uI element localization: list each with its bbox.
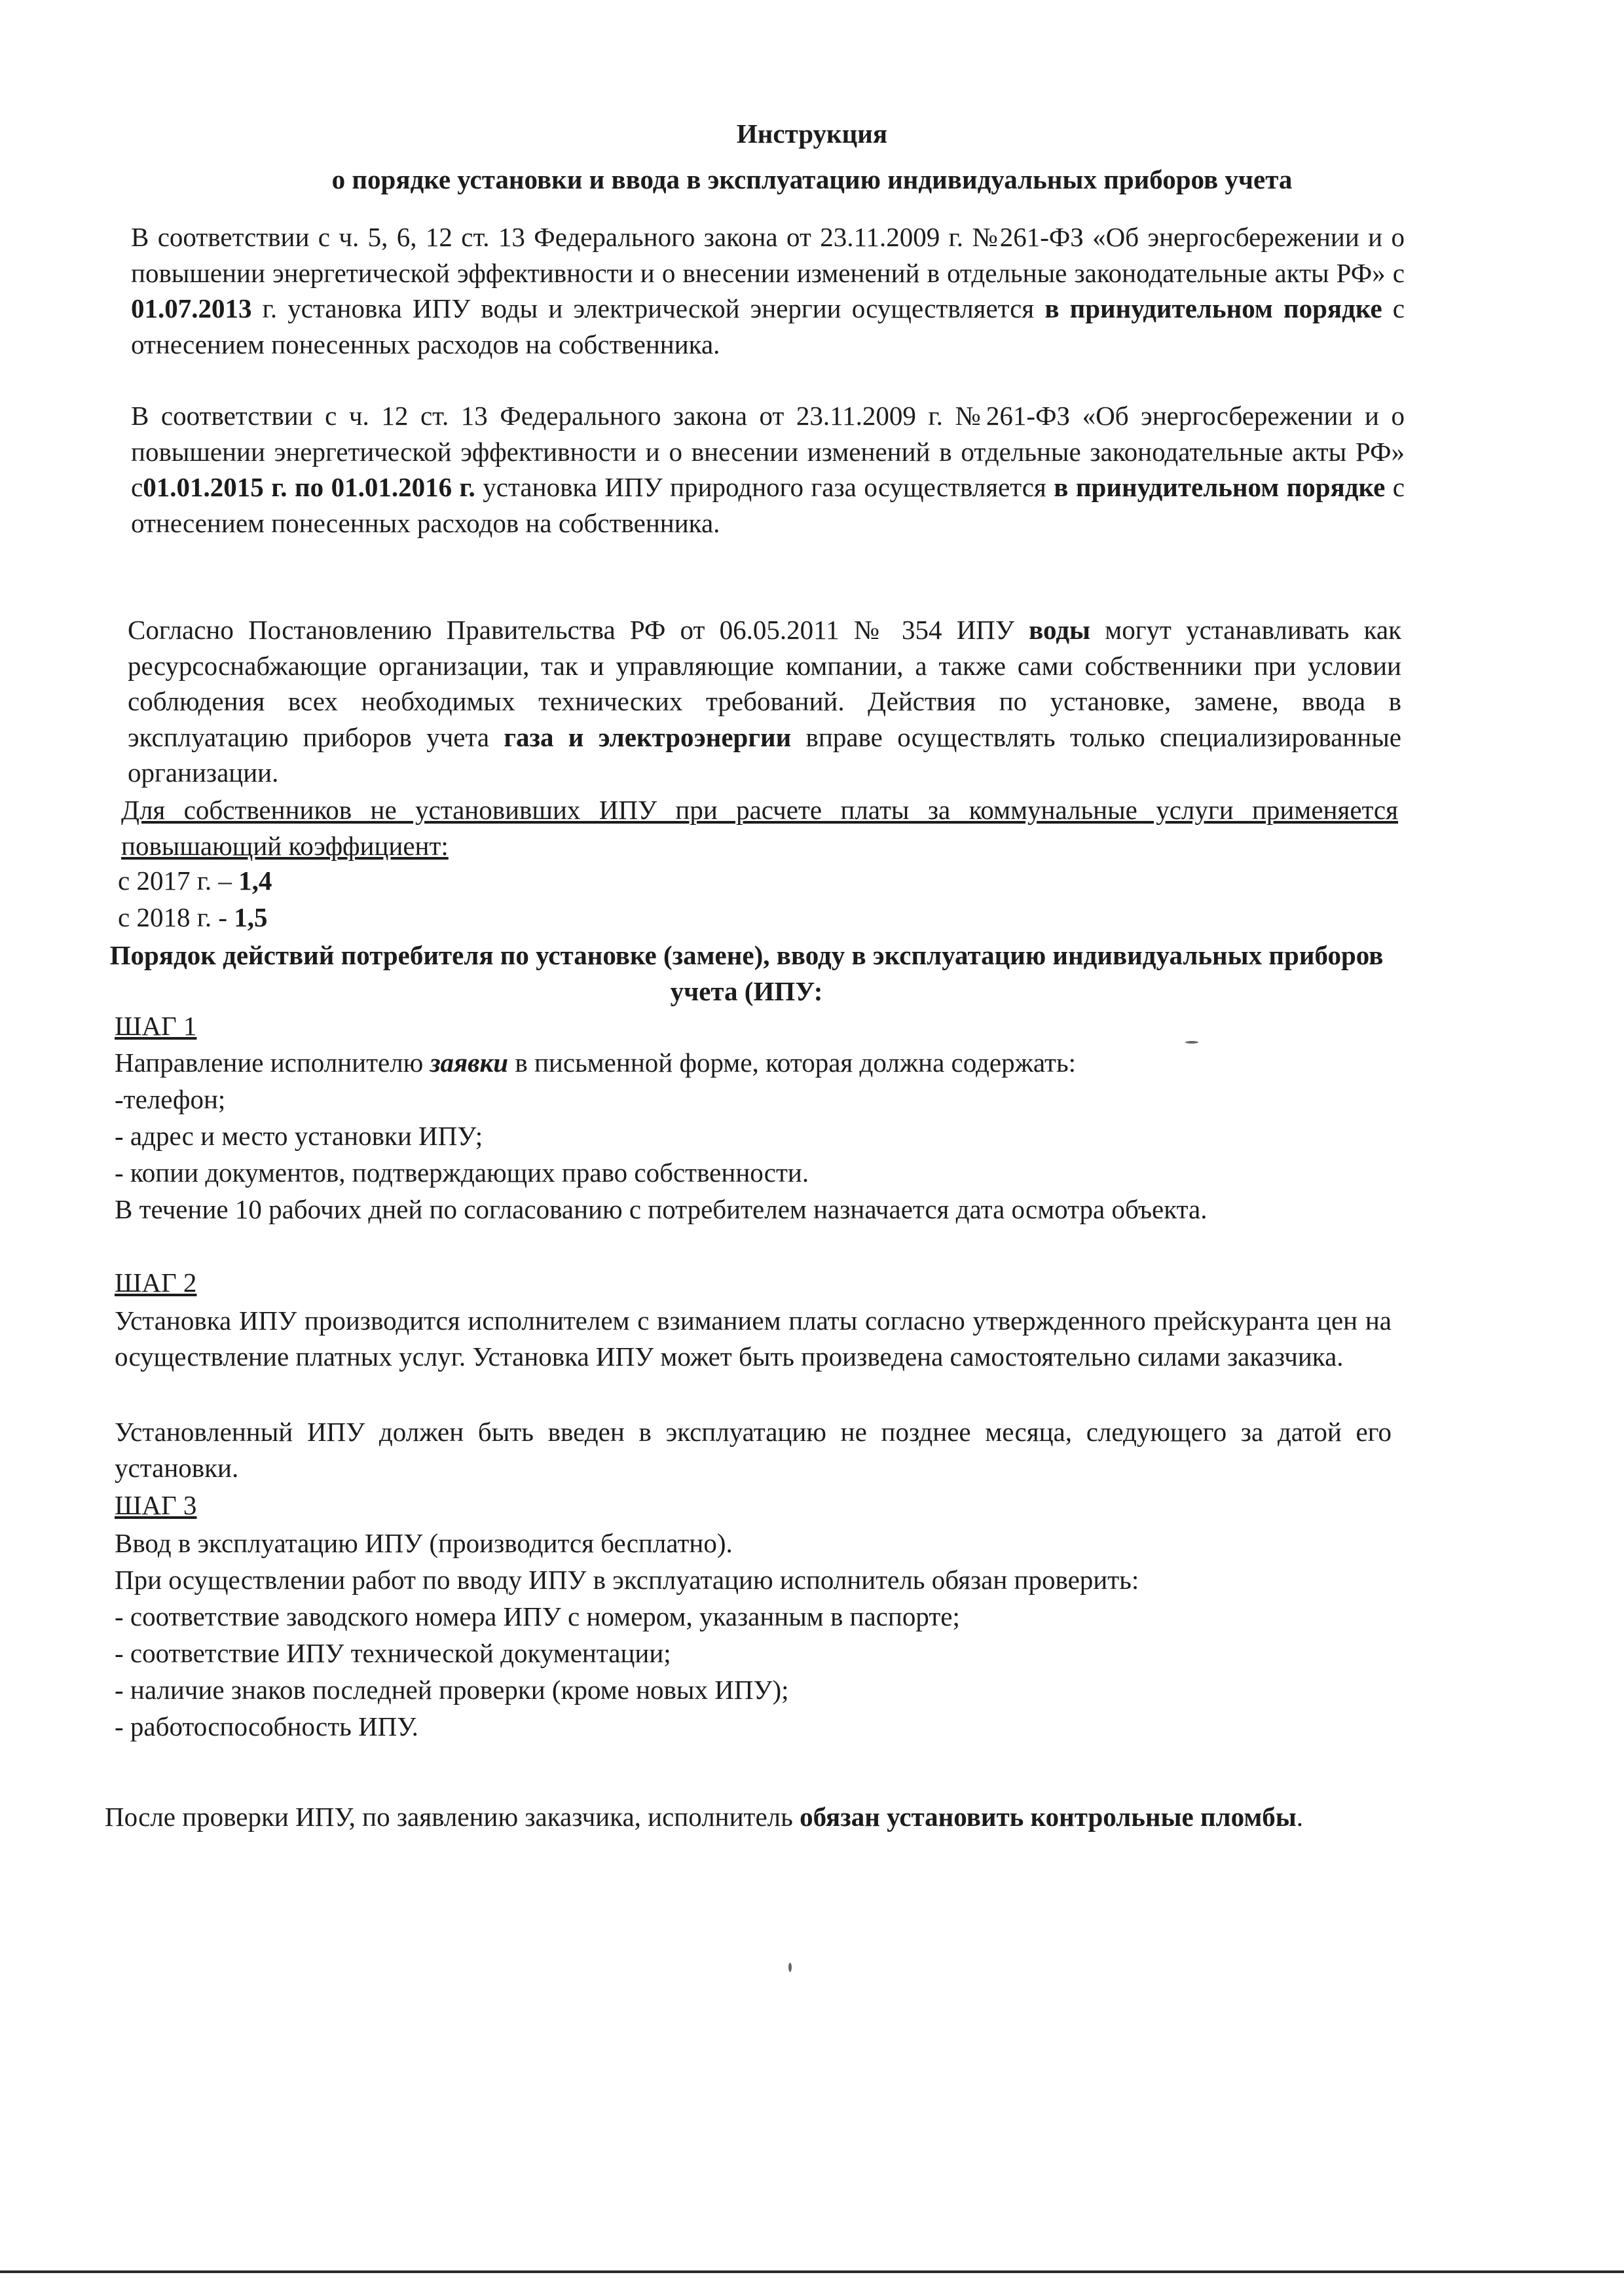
step-1-intro: Направление исполнителю заявки в письменной форме, которая должна содержать: xyxy=(115,1048,1077,1078)
step-3-line: При осуществлении работ по вводу ИПУ в эксплуатацию исполнитель обязан проверить: xyxy=(115,1565,1139,1595)
paragraph-government-decree: Согласно Постановлению Правительства РФ от 06.05.2011 № 354 ИПУ воды могут устанавливать как ресурсоснабжающие организации, так и управляющие компании, а также сами собственники при условии соблюдения всех необходимых технических требований. Действия по установке, замене, ввода в эксплуатацию приборов учета газа и электроэнергии вправе осуществлять только специализированные организации. xyxy=(128,615,1402,788)
step-3-item: - наличие знаков последней проверки (кроме новых ИПУ); xyxy=(115,1675,789,1705)
step-3-line: Ввод в эксплуатацию ИПУ (производится бесплатно). xyxy=(115,1528,733,1558)
paragraph-law-water-electricity: В соответствии с ч. 5, 6, 12 ст. 13 Федерального закона от 23.11.2009 г. №261-ФЗ «Об энергосбережении и о повышении энергетической эффективности и о внесении изменений в отдельные законодательные акты РФ» с 01.07.2013 г. установка ИПУ воды и электрической энергии осуществляется в принудительном порядке с отнесением понесенных расходов на собственника. xyxy=(131,222,1405,359)
scan-speck xyxy=(1185,1041,1198,1044)
step-3-item: - работоспособность ИПУ. xyxy=(115,1711,418,1741)
scan-speck xyxy=(788,1963,792,1972)
step-2-text: Установка ИПУ производится исполнителем с взиманием платы согласно утвержденного прейскуранта цен на осуществление платных услуг. Установка ИПУ может быть произведена самостоятельно силами заказчика. xyxy=(115,1305,1392,1372)
step-3-heading: ШАГ 3 xyxy=(115,1490,197,1520)
paragraph-coefficient-note: Для собственников не установивших ИПУ при расчете платы за коммунальные услуги применяется повышающий коэффициент: xyxy=(121,795,1398,861)
paragraph-law-gas: В соответствии с ч. 12 ст. 13 Федерального закона от 23.11.2009 г. №261-ФЗ «Об энергосбережении и о повышении энергетической эффективности и о внесении изменений в отдельные законодательные акты РФ» с01.01.2015 г. по 01.01.2016 г. установка ИПУ природного газа осуществляется в принудительном порядке с отнесением понесенных расходов на собственника. xyxy=(131,401,1405,538)
step-1-heading: ШАГ 1 xyxy=(115,1011,197,1041)
step-1-item: - копии документов, подтверждающих право собственности. xyxy=(115,1157,809,1188)
coefficient-2018: с 2018 г. - 1,5 xyxy=(118,902,268,932)
step-2-heading: ШАГ 2 xyxy=(115,1267,197,1298)
section-title: Порядок действий потребителя по установке (замене), вводу в эксплуатацию индивидуальных приборов учета (ИПУ: xyxy=(109,940,1384,1006)
coefficient-2017: с 2017 г. – 1,4 xyxy=(118,866,272,896)
scan-edge-line xyxy=(0,2270,1624,2273)
final-paragraph: После проверки ИПУ, по заявлению заказчика, исполнитель обязан установить контрольные пломбы. xyxy=(105,1802,1304,1832)
step-1-note: В течение 10 рабочих дней по согласованию с потребителем назначается дата осмотра объекта. xyxy=(115,1194,1208,1224)
step-1-item: - адрес и место установки ИПУ; xyxy=(115,1121,483,1151)
document-subtitle: о порядке установки и ввода в эксплуатацию индивидуальных приборов учета xyxy=(331,164,1293,194)
document-title: Инструкция xyxy=(736,118,888,149)
step-3-item: - соответствие ИПУ технической документации; xyxy=(115,1638,671,1668)
step-3-item: - соответствие заводского номера ИПУ с номером, указанным в паспорте; xyxy=(115,1601,960,1631)
step-2-deadline: Установленный ИПУ должен быть введен в эксплуатацию не позднее месяца, следующего за датой его установки. xyxy=(115,1417,1392,1483)
step-1-item: -телефон; xyxy=(115,1084,226,1114)
